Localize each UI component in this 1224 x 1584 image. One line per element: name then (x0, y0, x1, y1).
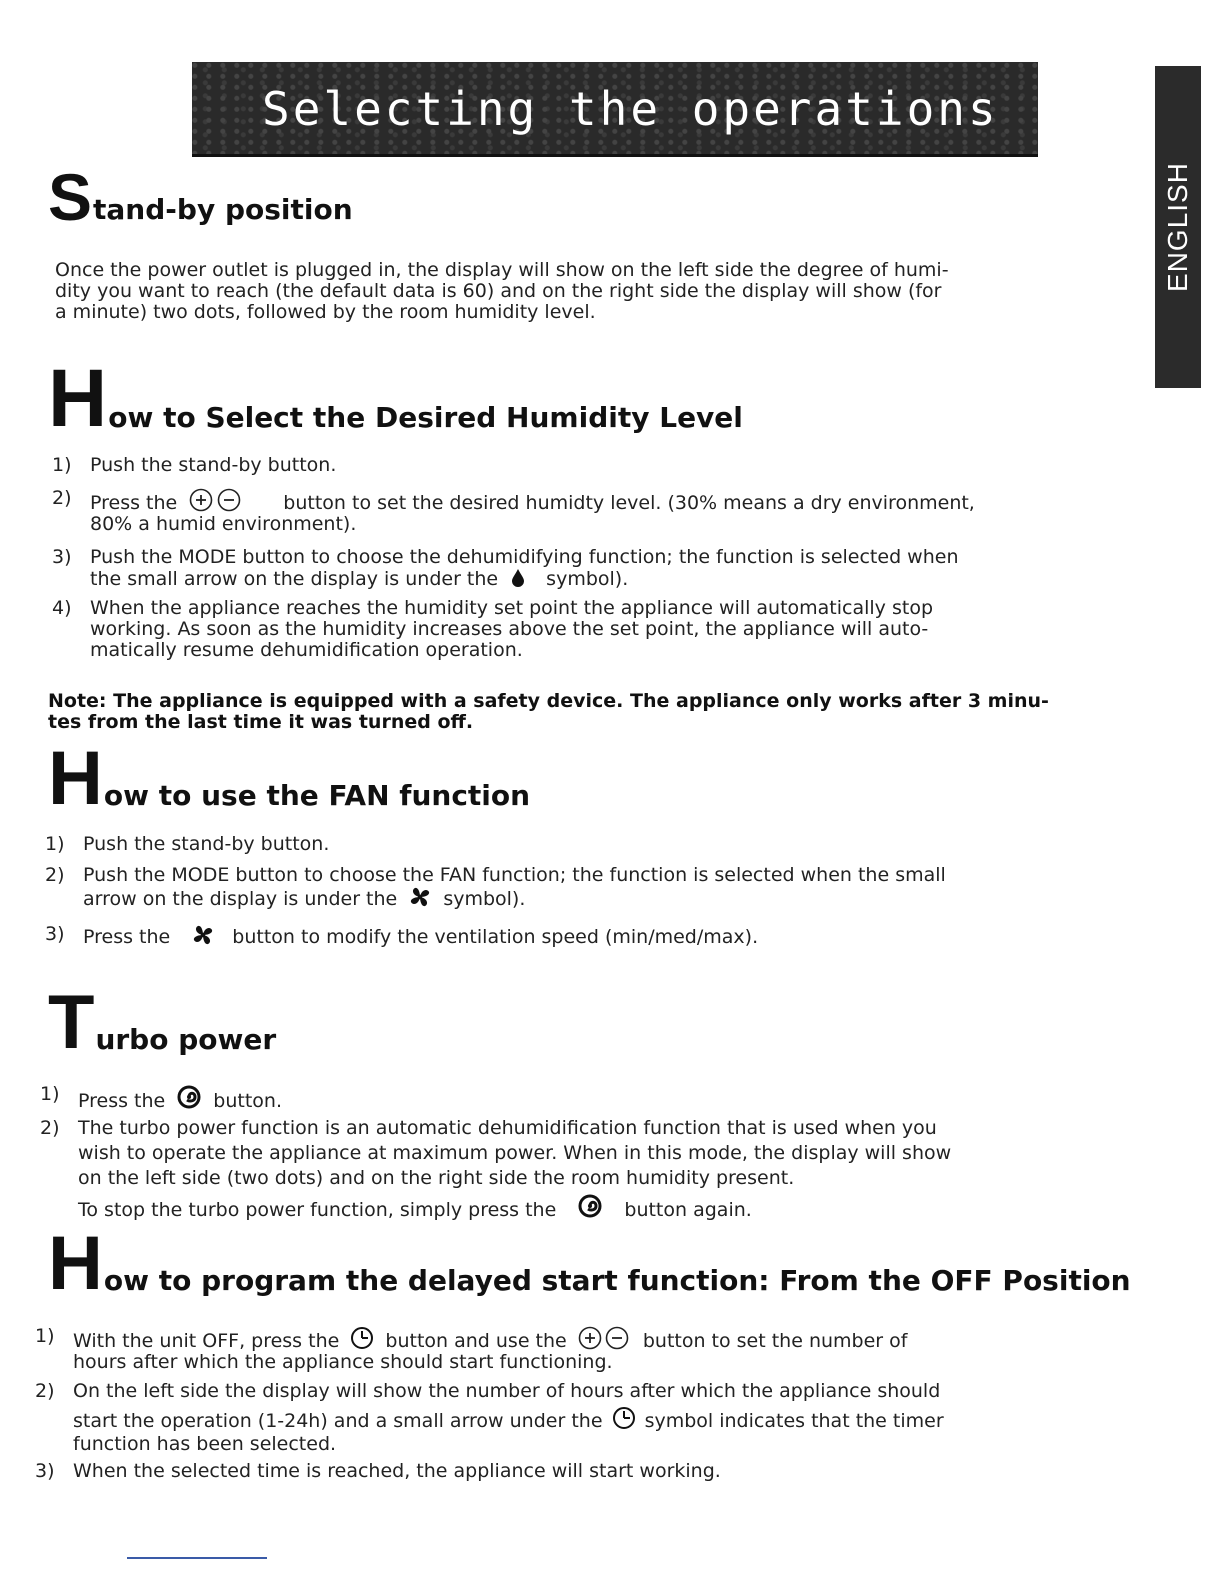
clock-timer-icon (611, 1406, 637, 1430)
heading-initial: S (48, 160, 93, 234)
fan-icon (407, 886, 433, 908)
plus-minus-buttons-icon (187, 488, 273, 512)
language-tab (1155, 66, 1201, 388)
step-line: hours after which the appliance should start functioning. (73, 1351, 613, 1373)
list-item (52, 547, 1137, 590)
humidity-steps (52, 455, 1137, 661)
list-item (52, 455, 1137, 476)
step-line: When the appliance reaches the humidity set point the appliance will automatically stop (90, 597, 934, 619)
list-item (52, 488, 1137, 535)
step-number: 1) (45, 833, 65, 855)
step-line: 80% a humid environment). (90, 513, 357, 535)
step-line: the small arrow on the display is under the symbol). (90, 568, 629, 590)
note-line: Note: The appliance is equipped with a safety device. The appliance only works after 3 minu- (48, 690, 1049, 712)
step-line: working. As soon as the humidity increases above the set point, the appliance will auto- (90, 618, 929, 640)
heading-fan (48, 736, 531, 821)
heading-text: ow to use the FAN function (103, 779, 531, 813)
heading-turbo (48, 980, 277, 1065)
delay-steps (35, 1326, 1130, 1482)
step-line: Press the button. (78, 1084, 1130, 1112)
fan-icon (190, 924, 216, 946)
page-title: Selecting the operations (262, 82, 999, 136)
step-number: 4) (52, 597, 72, 619)
step-line: Push the stand-by button. (90, 454, 337, 476)
step-number: 2) (52, 487, 72, 509)
step-line: Push the MODE button to choose the dehumidifying function; the function is selected when (90, 546, 959, 568)
list-item (35, 1326, 1130, 1373)
step-line: function has been selected. (73, 1433, 337, 1455)
heading-initial: H (48, 736, 103, 821)
step-line: With the unit OFF, press the button and use the button to set the number of (73, 1326, 1130, 1352)
step-line: matically resume dehumidification operation. (90, 639, 523, 661)
heading-humidity (48, 353, 743, 444)
paragraph-line: a minute) two dots, followed by the room humidity level. (55, 301, 596, 323)
step-number: 1) (35, 1325, 55, 1347)
list-item (45, 924, 1135, 948)
list-item (35, 1461, 1130, 1482)
paragraph-line: Once the power outlet is plugged in, the display will show on the left side the degree of humi- (55, 259, 949, 281)
list-item (40, 1084, 1130, 1112)
turbo-swirl-icon (175, 1084, 203, 1110)
fan-steps (45, 834, 1135, 948)
clock-timer-icon (349, 1326, 375, 1350)
safety-note (48, 691, 1138, 733)
note-line: tes from the last time it was turned off. (48, 711, 474, 733)
heading-initial: H (48, 353, 108, 444)
step-number: 3) (52, 546, 72, 568)
step-line: arrow on the display is under the symbol). (83, 888, 526, 910)
turbo-swirl-icon (576, 1193, 604, 1219)
heading-text: ow to program the delayed start function: From the OFF Position (103, 1264, 1131, 1298)
plus-minus-buttons-icon (577, 1326, 633, 1350)
footer-rule (127, 1557, 267, 1559)
step-line: wish to operate the appliance at maximum power. When in this mode, the display will show (78, 1142, 952, 1164)
heading-initial: H (48, 1221, 103, 1306)
step-number: 2) (35, 1380, 55, 1402)
heading-standby (48, 160, 353, 234)
step-number: 2) (40, 1117, 60, 1139)
heading-delayed-start (48, 1221, 1131, 1306)
list-item (35, 1381, 1130, 1455)
heading-text: urbo power (95, 1023, 277, 1057)
step-number: 3) (35, 1460, 55, 1482)
title-banner (192, 62, 1038, 154)
list-item (52, 598, 1137, 661)
list-item (40, 1118, 1130, 1221)
step-line: on the left side (two dots) and on the right side the room humidity present. (78, 1167, 795, 1189)
paragraph-line: dity you want to reach (the default data is 60) and on the right side the display will show (for (55, 280, 942, 302)
language-tab-label: ENGLISH (1162, 162, 1193, 292)
heading-text: tand-by position (93, 193, 353, 227)
list-item (45, 865, 1135, 910)
standby-paragraph (55, 260, 1135, 323)
step-line: Press the button to set the desired humidty level. (30% means a dry environment, (90, 488, 1137, 514)
step-line: The turbo power function is an automatic dehumidification function that is used when you (78, 1117, 937, 1139)
step-line: On the left side the display will show the number of hours after which the appliance should (73, 1380, 941, 1402)
list-item (45, 834, 1135, 855)
heading-initial: T (48, 980, 95, 1065)
step-number: 2) (45, 864, 65, 886)
step-number: 1) (52, 454, 72, 476)
step-line: Press the button to modify the ventilation speed (min/med/max). (83, 926, 759, 948)
water-drop-icon (508, 568, 536, 588)
step-number: 3) (45, 923, 65, 945)
step-line: Push the stand-by button. (83, 833, 330, 855)
heading-text: ow to Select the Desired Humidity Level (108, 401, 743, 435)
turbo-steps (40, 1084, 1130, 1221)
step-number: 1) (40, 1083, 60, 1105)
step-line: start the operation (1-24h) and a small arrow under the symbol indicates that the timer (73, 1406, 1130, 1432)
step-line: To stop the turbo power function, simply press the button again. (78, 1193, 1130, 1221)
step-line: Push the MODE button to choose the FAN function; the function is selected when the small (83, 864, 946, 886)
step-line: When the selected time is reached, the appliance will start working. (73, 1460, 721, 1482)
